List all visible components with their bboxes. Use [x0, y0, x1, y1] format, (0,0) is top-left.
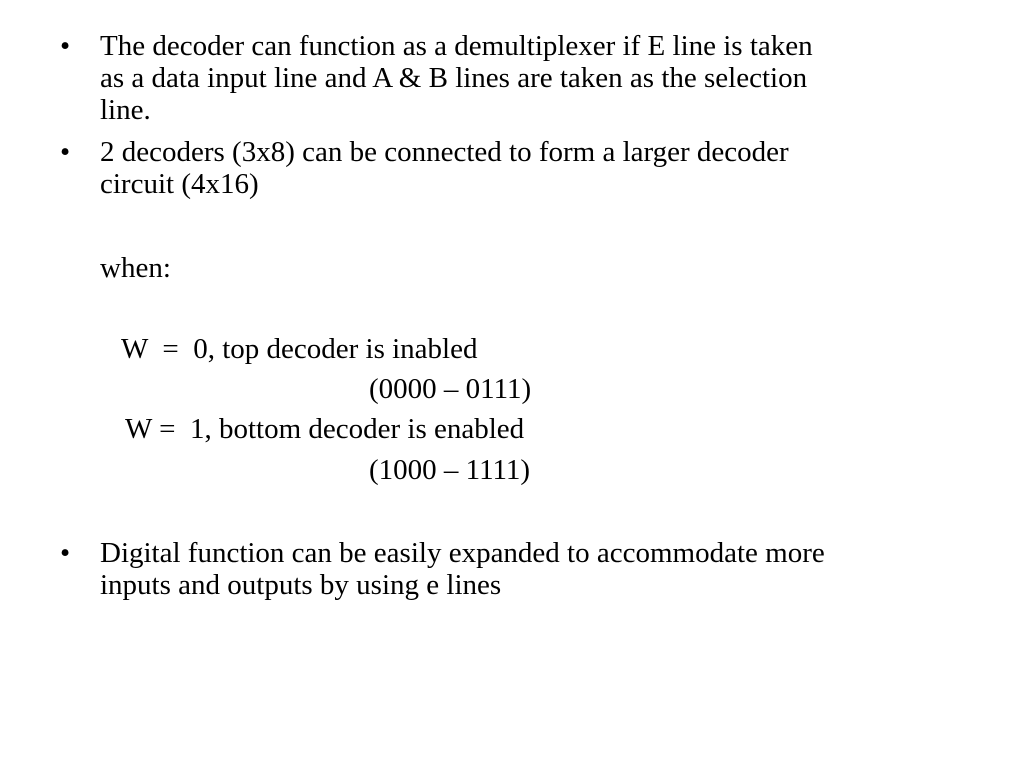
text-line: 2 decoders (3x8) can be connected to form a larger decoder — [100, 136, 789, 168]
condition-w1-range: (1000 – 1111) — [369, 454, 531, 486]
bullet-dot: • — [60, 136, 71, 168]
condition-w0-range: (0000 – 0111) — [369, 373, 532, 405]
condition-w0-statement: W = 0, top decoder is inabled — [121, 333, 478, 365]
bullet-dot: • — [60, 30, 71, 62]
text-line: as a data input line and A & B lines are taken as the selection — [100, 62, 808, 94]
condition-intro: when: — [100, 252, 171, 284]
text-line: circuit (4x16) — [100, 168, 259, 200]
text-line: inputs and outputs by using e lines — [100, 569, 502, 601]
text-line: The decoder can function as a demultiplexer if E line is taken — [100, 30, 813, 62]
condition-w1-statement: W = 1, bottom decoder is enabled — [125, 413, 525, 445]
bullet-dot: • — [60, 537, 71, 569]
text-line: line. — [100, 94, 151, 126]
text-line: Digital function can be easily expanded to accommodate more — [100, 537, 825, 569]
